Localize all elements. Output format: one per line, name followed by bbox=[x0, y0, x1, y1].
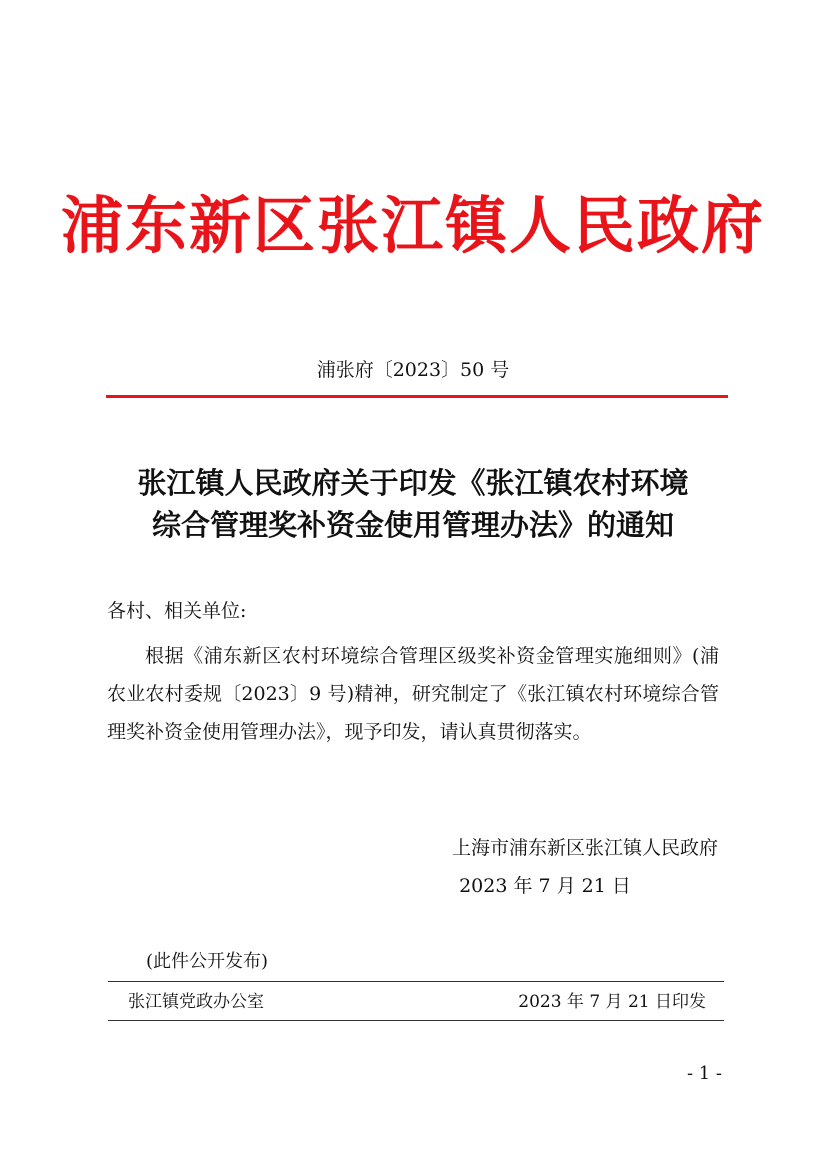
red-header-rule bbox=[106, 395, 728, 398]
footer-print-date: 2023 年 7 月 21 日印发 bbox=[518, 992, 706, 1012]
footer-issuing-office: 张江镇党政办公室 bbox=[128, 992, 264, 1012]
issuer-signature: 上海市浦东新区张江镇人民政府 bbox=[451, 837, 718, 859]
footer-rule-top bbox=[108, 981, 724, 982]
issue-date: 2023 年 7 月 21 日 bbox=[459, 875, 631, 897]
notice-title bbox=[60, 462, 766, 546]
document-number: 浦张府〔2023〕50 号 bbox=[316, 359, 510, 381]
notice-title-line-2: 综合管理奖补资金使用管理办法》的通知 bbox=[151, 508, 674, 542]
notice-title-line-1: 张江镇人民政府关于印发《张江镇农村环境 bbox=[137, 466, 689, 500]
issuing-authority-title: 浦东新区张江镇人民政府 bbox=[60, 189, 765, 262]
salutation: 各村、相关单位: bbox=[107, 600, 247, 622]
body-paragraph: 根据《浦东新区农村环境综合管理区级奖补资金管理实施细则》(浦农业农村委规〔2023〕9 号)精神，研究制定了《张江镇农村环境综合管理奖补资金使用管理办法》，现予印发，请认真贯彻落实。 bbox=[107, 645, 719, 743]
footer-rule-bottom bbox=[108, 1020, 724, 1021]
public-release-note: (此件公开发布) bbox=[146, 951, 269, 972]
page-number: - 1 - bbox=[686, 1063, 722, 1084]
